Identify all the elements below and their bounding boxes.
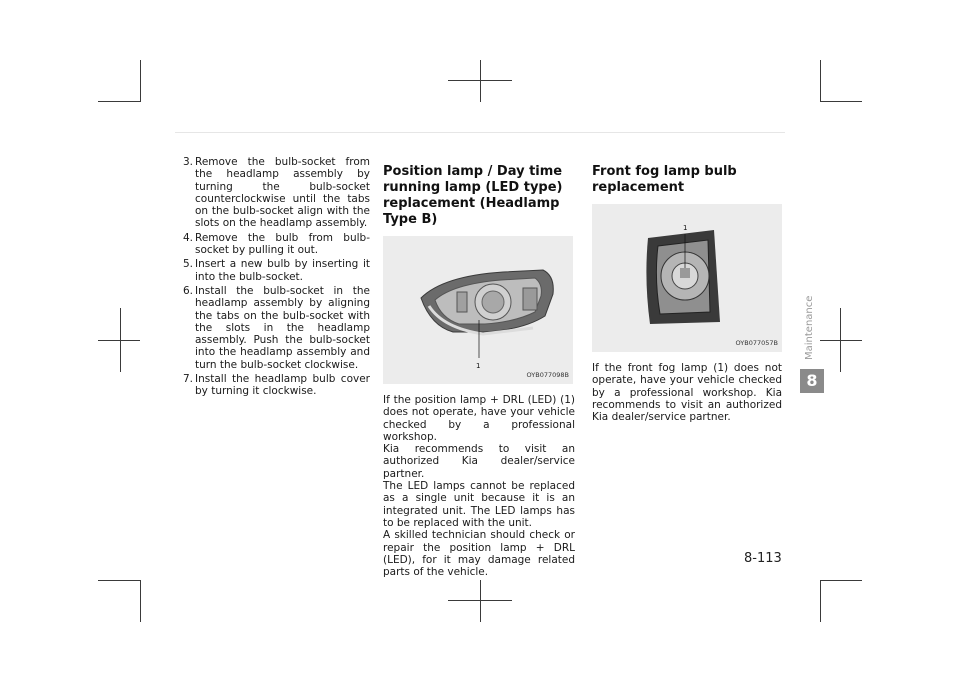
fog-lamp-figure [592, 204, 782, 352]
crop-mark [820, 101, 862, 102]
list-item: 5. Insert a new bulb by inserting it into the bulb-socket. [183, 258, 370, 283]
registration-mark [448, 600, 512, 601]
registration-mark [98, 340, 140, 341]
registration-mark [448, 80, 512, 81]
list-item: 3. Remove the bulb-socket from the headlamp assembly by turning the bulb-socket counterclockwise until the tabs on the bulb-socket align with the slots on the headlamp assembly. [183, 156, 370, 230]
position-lamp-figure [383, 236, 573, 384]
crop-mark [820, 60, 821, 102]
right-column [592, 164, 782, 423]
list-item: 7. Install the headlamp bulb cover by turning it clockwise. [183, 373, 370, 398]
section-heading: Front fog lamp bulb replacement [592, 164, 737, 195]
crop-mark [140, 60, 141, 102]
crop-mark [820, 580, 862, 581]
chapter-badge: 8 [800, 369, 824, 393]
section-label: Maintenance [804, 295, 815, 360]
registration-mark [480, 580, 481, 622]
page-number: 8-113 [744, 551, 782, 566]
figure-code: OYB077057B [735, 338, 778, 347]
middle-column [383, 164, 575, 578]
figure-code: OYB077098B [526, 370, 569, 379]
callout-label: 1 [476, 362, 481, 370]
crop-mark [98, 101, 140, 102]
body-text: If the position lamp + DRL (LED) (1) does not operate, have your vehicle checked by a professional workshop. Kia recommends to visit an authorized Kia dealer/service partner. The LED lamps cannot be replaced as a single unit because it is an integrated unit. The LED lamps has to be replaced with the unit. A skilled technician should check or repair the position lamp + DRL (LED), for it may damage related parts of the vehicle. [383, 394, 575, 579]
body-text: If the front fog lamp (1) does not operate, have your vehicle checked by a professional workshop. Kia recommends to visit an authorized Kia dealer/service partner. [592, 362, 782, 424]
list-item: 6. Install the bulb-socket in the headlamp assembly by aligning the tabs on the bulb-socket with the slots in the headlamp assembly. Push the bulb-socket into the headlamp assembly and turn the bulb-socket clockwise. [183, 284, 370, 371]
section-heading: Position lamp / Day time running lamp (LED type) replacement (Headlamp Type B) [383, 164, 563, 227]
callout-label: 1 [683, 224, 688, 232]
registration-mark [480, 60, 481, 102]
left-column [183, 156, 370, 400]
crop-mark [820, 580, 821, 622]
header-rule [175, 132, 785, 133]
procedure-steps [183, 156, 370, 398]
list-item: 4. Remove the bulb from bulb-socket by pulling it out. [183, 231, 370, 257]
crop-mark [140, 580, 141, 622]
registration-mark [820, 340, 862, 341]
crop-mark [98, 580, 140, 581]
